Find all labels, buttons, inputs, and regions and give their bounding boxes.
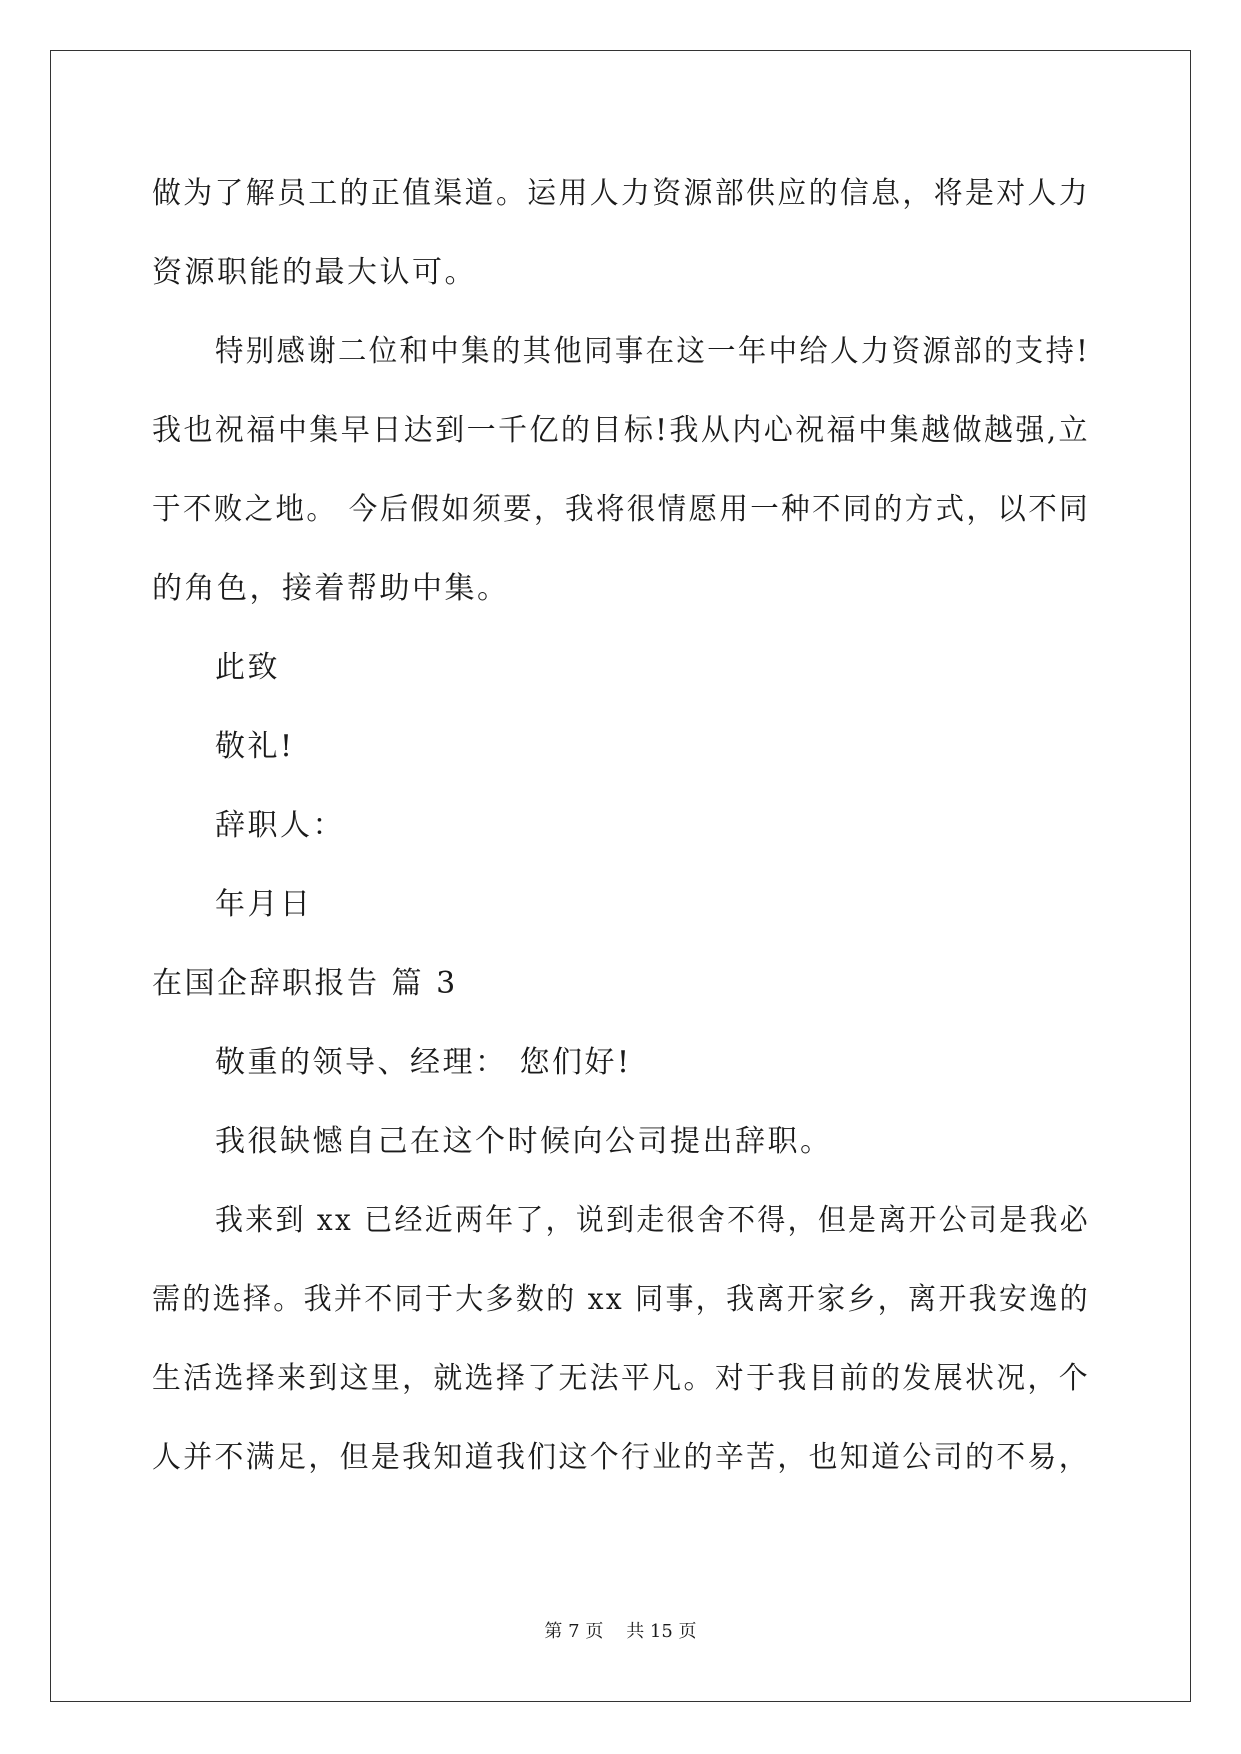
paragraph-start: 我来到 xx 已经近两年了，说到走很舍不得，但是离开公司是我必	[215, 1203, 1090, 1238]
page-number-footer: 第 7 页 共 15 页	[544, 1621, 697, 1642]
greeting: 敬重的领导、经理： 您们好!	[215, 1045, 632, 1080]
body-line: 资源职能的最大认可。	[152, 255, 477, 290]
body-line: 于不败之地。 今后假如须要，我将很情愿用一种不同的方式，以不同	[152, 492, 1090, 527]
body-line: 我也祝福中集早日达到一千亿的目标!我从内心祝福中集越做越强,立	[152, 413, 1090, 448]
body-line: 做为了解员工的正值渠道。运用人力资源部供应的信息，将是对人力	[152, 176, 1091, 211]
body-line: 需的选择。我并不同于大多数的 xx 同事，我离开家乡，离开我安逸的	[152, 1282, 1090, 1317]
closing-regards: 敬礼!	[215, 729, 295, 764]
section-heading: 在国企辞职报告 篇 3	[152, 966, 458, 1001]
date-label: 年月日	[215, 887, 313, 922]
closing-salutation: 此致	[215, 650, 280, 685]
body-line: 生活选择来到这里，就选择了无法平凡。对于我目前的发展状况，个	[152, 1361, 1091, 1396]
paragraph-start: 特别感谢二位和中集的其他同事在这一年中给人力资源部的支持!	[215, 334, 1091, 369]
body-line: 人并不满足，但是我知道我们这个行业的辛苦，也知道公司的不易，	[152, 1440, 1091, 1475]
signature-label: 辞职人：	[215, 808, 345, 843]
body-line: 的角色，接着帮助中集。	[152, 571, 510, 606]
paragraph-start: 我很缺憾自己在这个时候向公司提出辞职。	[215, 1124, 833, 1159]
